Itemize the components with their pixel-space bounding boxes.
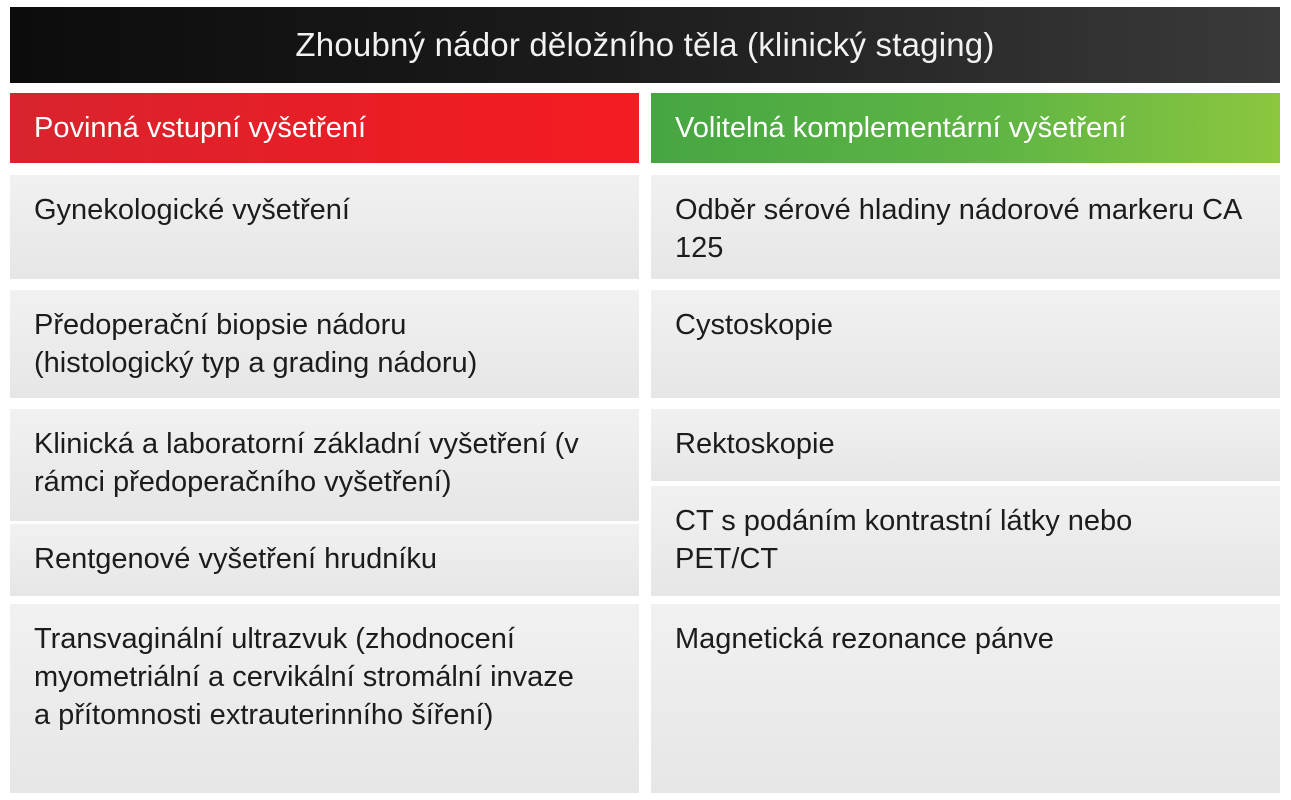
mandatory-item [10, 175, 639, 279]
mandatory-item-text: Gynekologické vyšetření [34, 194, 350, 226]
optional-header: Volitelná komplementární vyšetření [651, 93, 1280, 163]
optional-item-text: Magnetická rezonance pánve [675, 623, 1054, 655]
optional-item [651, 486, 1280, 596]
mandatory-item [10, 604, 639, 793]
optional-column [651, 93, 1280, 655]
mandatory-item-text: Rentgenové vyšetření hrudníku [34, 543, 438, 575]
mandatory-header: Povinná vstupní vyšetření [10, 93, 639, 163]
mandatory-column [10, 93, 639, 731]
optional-item [651, 290, 1280, 398]
optional-item-text: Cystoskopie [675, 309, 833, 341]
mandatory-item-text: Klinická a laboratorní základní vyšetření (v rámci předoperačního vyšetření) [34, 428, 579, 498]
optional-item [651, 409, 1280, 481]
mandatory-item [10, 290, 639, 398]
optional-item-text: CT s podáním kontrastní látky nebo PET/CT [675, 505, 1133, 575]
staging-table [10, 7, 1280, 793]
mandatory-item-text: Transvaginální ultrazvuk (zhodnocení myometriální a cervikální stromální invaze a přítomnosti extrauterinního šíření) [34, 623, 574, 731]
optional-item-text: Odběr sérové hladiny nádorové markeru CA 125 [675, 194, 1241, 264]
mandatory-item-text: Předoperační biopsie nádoru (histologický typ a grading nádoru) [34, 309, 478, 379]
optional-item [651, 604, 1280, 793]
optional-item-text: Rektoskopie [675, 428, 835, 460]
table-title: Zhoubný nádor děložního těla (klinický staging) [10, 7, 1280, 83]
optional-item [651, 175, 1280, 279]
mandatory-item [10, 409, 639, 521]
mandatory-item [10, 524, 639, 596]
